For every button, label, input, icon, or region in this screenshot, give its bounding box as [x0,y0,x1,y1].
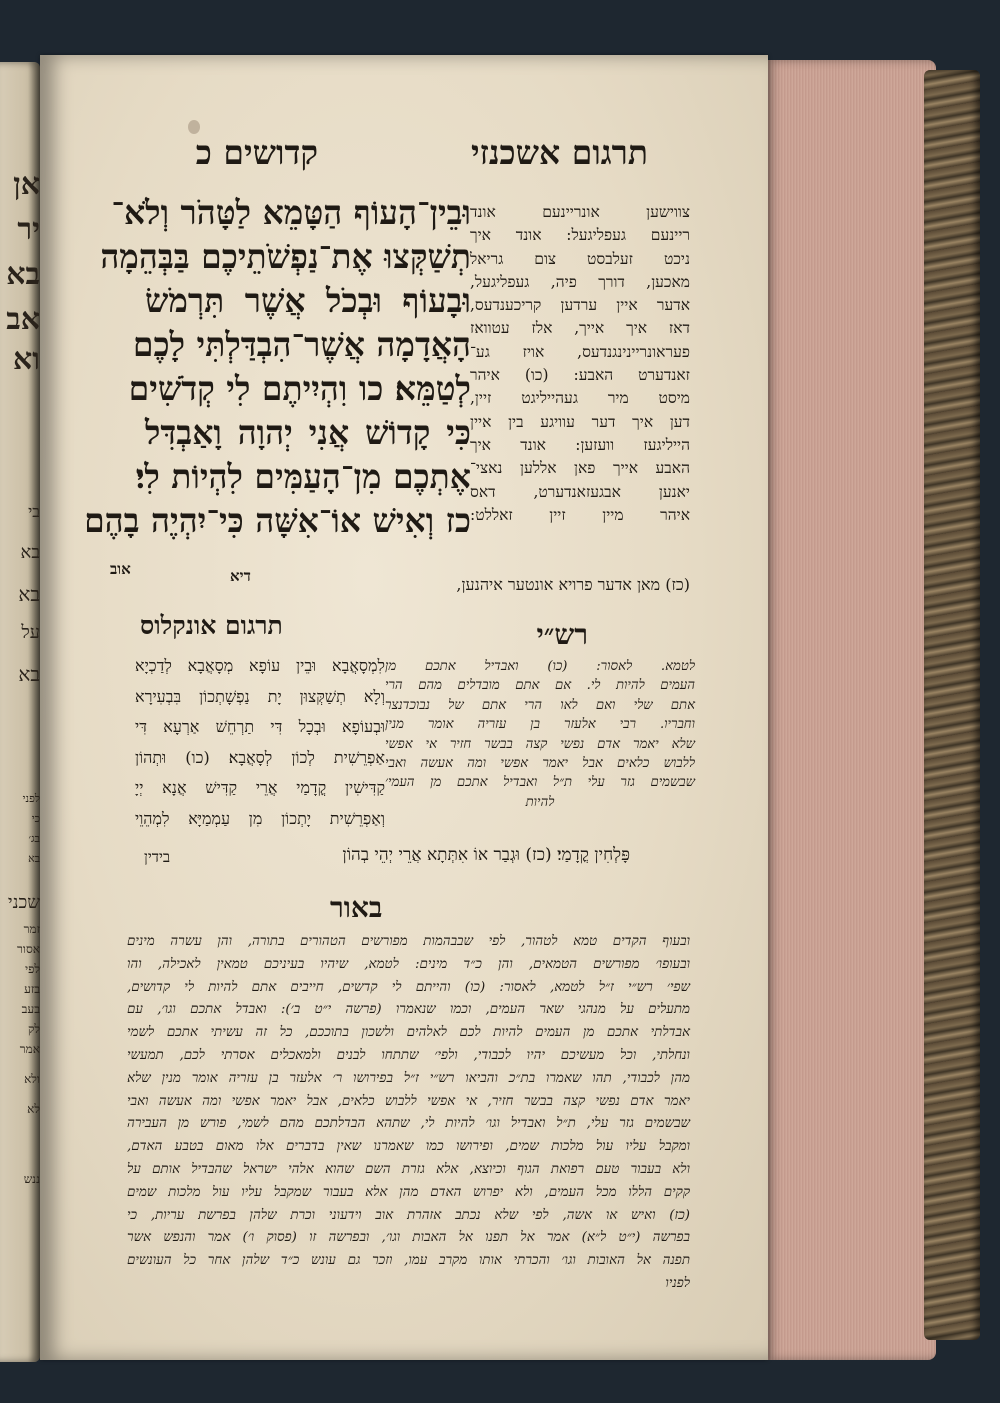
stain-mark [188,120,200,134]
header-left-title: קדושים כ [195,133,318,172]
onkelos-continuation: פָּלְחִין קֳדָמַי׃ (כז) וּגְבַר אוֹ אִתְּתָא אֲרֵי יְהֵי בְהוֹן [342,845,630,865]
biur-line: בפרשה (י״ט ל״א) אמר אל תפנו אל האבות וגו׳, ובפרשה זו (פסוק ו׳) אמר והנפש אשר [127,1230,690,1246]
left-page-fragment: בא [18,582,40,606]
main-text-line: וּבָעוֹף וּבְכֹל אֲשֶׁר תִּרְמֹשׂ [145,281,471,320]
biur-line: ומקבל עליו עול מלכות שמים, ופירושו כמו שאמרנו שאין בדברים אלו מאום בטבע האדם, [127,1139,690,1155]
yiddish-line: האבע אייך פאן אללען נאצי־ [470,459,690,478]
main-hebrew-text [84,191,471,543]
left-page-fragment: אמר [19,1042,40,1056]
main-text-line: כז וְאִישׁ אוֹ־אִשָּׁה כִּי־יִהְיֶה בָהֶם [84,501,471,540]
yiddish-line: יאנען אבגעזאנדערט, דאס [470,482,690,501]
left-page-fragment: לא [27,1102,40,1116]
rashi-title: רש״י [536,618,588,651]
yiddish-continuation: (כז) מאן אדער פרויא אונטער איהנען, [456,575,690,594]
left-page-fragment: לפני [22,792,40,805]
onkelos-line: וּבְעוֹפָא וּבְכָל דִּי תַרְחֵשׁ אַרְעָא דִּי [135,717,385,737]
biur-line: שבשמים גזר עלי, ת״ל ואבדיל וגו׳ להיות לי, שתהא הבדלתכם מהם לשמי, פורש מן העבירה [127,1116,690,1132]
left-page-fragment: כי [31,812,40,825]
left-page-fragment: זמר [23,922,40,936]
left-page-fragment: בעב [21,1002,40,1016]
onkelos-line: לִמְסָאֲבָא וּבֵין עוֹפָא מְסָאֲבָא לְדַכְיָא [135,656,385,675]
yiddish-line: פעראונריינינגנדעס, אויז גע־ [470,342,690,361]
header-right-title: תרגום אשכנזי [470,133,648,172]
rashi-line: העמים להיות לי. אם אתם מובדלים מהם הרי [385,678,695,694]
rashi-line: וחבריו. רבי אלעזר בן עזריה אומר מנין [385,717,695,733]
biur-line: מתעלים על מנהגי שאר העמים, וכמו שנאמרו (פרשה י״ט ב׳): ואבדל אתכם וגו׳, עם [127,1002,690,1018]
yiddish-translation [470,201,690,527]
left-page-fragment: בזע [24,982,40,996]
biur-line: ולא בעבור טעם רפואת הגוף וכיוצא, אלא גזרת השם שהוא אלהי ישראל שהבדיל אותם על [127,1161,690,1177]
left-page-fragment: יר [17,212,40,247]
book-page [40,55,768,1360]
biur-line: שפי׳ רש״י ז״ל לטמא, לאסור: (כו) והייתם לי קדשים, חייבים אתם להיות לי קדושים, [127,979,690,995]
rashi-line: שבשמים גזר עלי ת״ל ואבדיל אתכם מן העמי׳ [385,775,695,791]
biur-line: יאמר אדם נפשי קצה בבשר חזיר, אי אפשי ללבוש כלאים, אבל יאמר אפשי ומה אעשה ואבי [127,1093,690,1109]
left-page-fragment: בג׳ [28,832,40,845]
yiddish-line: דען איך דער עוויגע בין איין [470,412,690,431]
yiddish-line: ריינעם געפליגעל: אונד איך [470,226,690,245]
onkelos-catchword: בידין [144,848,171,866]
biur-line: קקים הללו מכל העמים, ולא יפרוש האדם מהן אלא בעבור שמקבל עליו עול מלכות שמים [127,1184,690,1200]
biur-line: (כז) ואיש או אשה, לפי שלא נכתב אזהרת אוב וידעוני וכרת שלהן בפרשת עריות, כי [127,1207,690,1223]
left-page-fragment: אסור [17,942,40,956]
yiddish-line: ניכט זעלבסט צום גריאל [470,249,690,268]
yiddish-line: הייליגעז וועזען: אונד איך [470,435,690,454]
left-page-fragment: לק [27,1022,40,1036]
catchword-left: אוב [110,560,131,578]
main-text-line: תְשַׁקְּצוּ אֶת־נַפְשֹׁתֵיכֶם בַּבְּהֵמָה [100,237,471,276]
biur-line: לפניו [665,1275,690,1291]
yiddish-line: צווישען אונריינעם אונד [470,203,690,221]
rashi-line: שלא יאמר אדם נפשי קצה בבשר חזיר אי אפשי [385,736,695,752]
biur-line: ונחלתי, וכל מעשיכם יהיו לכבודי, ולפי׳ שתתחו לבנים ולמאכלים אסרתי לכם, תמעשי [127,1047,690,1063]
left-page-fragment: לפי [24,962,40,976]
biur-commentary [127,931,690,1296]
rashi-line: אתם שלי ואם לאו הרי אתם של נבוכדנצר [385,697,695,713]
biur-line: ובעוף הקדים טמא לטהור, לפי שבבהמות מפורשים הטהורים בתורה, והן עשרה מינים [127,934,690,949]
left-page-fragment: ולא [24,1072,40,1086]
main-text-line: וּבֵין־הָעוֹף הַטָּמֵא לַטָּהֹר וְלֹא־ [111,193,471,232]
biur-line: ובעופו׳ מפורשים הטמאים, והן כ״ד מינים: לטמא, שיהיו בעיניכם טמאין לאכילה, והו [127,956,690,972]
onkelos-line: קַדִּישִׁין קֳדָמַי אֲרֵי קַדִּישׁ אֲנָא יְיָ [135,778,385,798]
left-page-fragment: בא [28,852,40,865]
left-page-fragment: ננש [23,1172,40,1186]
yiddish-line: מאכען, דורך פיה, געפליגעל, [470,272,690,291]
left-page-fragment: בא [6,257,40,292]
page-block-edge [766,60,936,1360]
biur-title: באור [330,891,383,924]
main-text-line: הָאֲדָמָה אֲשֶׁר־הִבְדַּלְתִּי לָכֶם [132,325,471,364]
yiddish-line: זאנדערט האבע: (כו) איהר [470,366,690,385]
main-text-line: כִּי קָדוֹשׁ אֲנִי יְהוָה וָאַבְדִּל [145,413,471,452]
main-text-line: אֶתְכֶם מִן־הָעַמִּים לִהְיוֹת לִי׃ [135,457,471,496]
rashi-line: לטמא. לאסור: (כו) ואבדיל אתכם מן [385,659,695,674]
onkelos-line: וְלָא תְשַׁקְּצוּן יָת נַפְשָׁתְכוֹן בִּבְעִירָא [135,686,385,706]
left-page-fragment: אב [6,302,40,337]
rashi-line: להיות [525,794,555,810]
yiddish-line: מיסט מיר געהייליגט זיין, [470,389,690,408]
yiddish-line: אדער איין ערדען קריכענדעס, [470,296,690,315]
yiddish-line: דאז איך אייך, אלז עטוואז [470,319,690,338]
onkelos-line: וְאַפְרֵשִׁית יָתְכוֹן מִן עַמְמַיָּא לִמְהֵוֵי [135,808,385,828]
left-page-fragment: שכני [7,892,40,913]
biur-line: מהן לכבודי, תהו שאמרו בת״כ והביאו רש״י ז״ל בפירושו ר׳ אלעזר בן עזריה אומר מנין שלא [127,1070,690,1086]
biur-line: אבדלתי אתכם מן העמים להיות לכם לאלהים ולשכון בתוככם, כל זה עשיתי אתכם לשמי [127,1025,690,1041]
left-page-fragment: אן [13,167,40,202]
biur-line: תפנה אל האובות וגו׳ והכרתי אותו מקרב עמו, וזכר גם עונש כ״ד שלהן אחר כל העונשים [127,1253,690,1269]
book-binding [924,70,980,1340]
rashi-line: ללבוש כלאים אבל יאמר אפשי ומה אעשה ואבי [385,756,695,772]
left-page-fragment: בא [18,662,40,686]
left-page-fragment: וא [13,342,40,377]
onkelos-line: אַפְרֵשִׁית לְכוֹן לְסָאֲבָא׃ (כו) וּתְהוֹן [135,747,385,767]
left-page-fragment: על [21,622,40,643]
left-page-edge [0,62,40,1362]
rashi-commentary [385,657,695,812]
yiddish-line: איהר מיין זיין זאללט: [470,505,690,524]
left-page-fragment: בי [28,502,40,521]
main-text-line: לְטַמֵּא׃ כו וִהְיִיתֶם לִי קְדֹשִׁים [128,369,471,408]
left-page-fragment: בא [20,542,40,563]
onkelos-translation [135,651,385,835]
catchword-right: דיא [230,567,251,585]
onkelos-title: תרגום אונקלוס [140,611,283,640]
